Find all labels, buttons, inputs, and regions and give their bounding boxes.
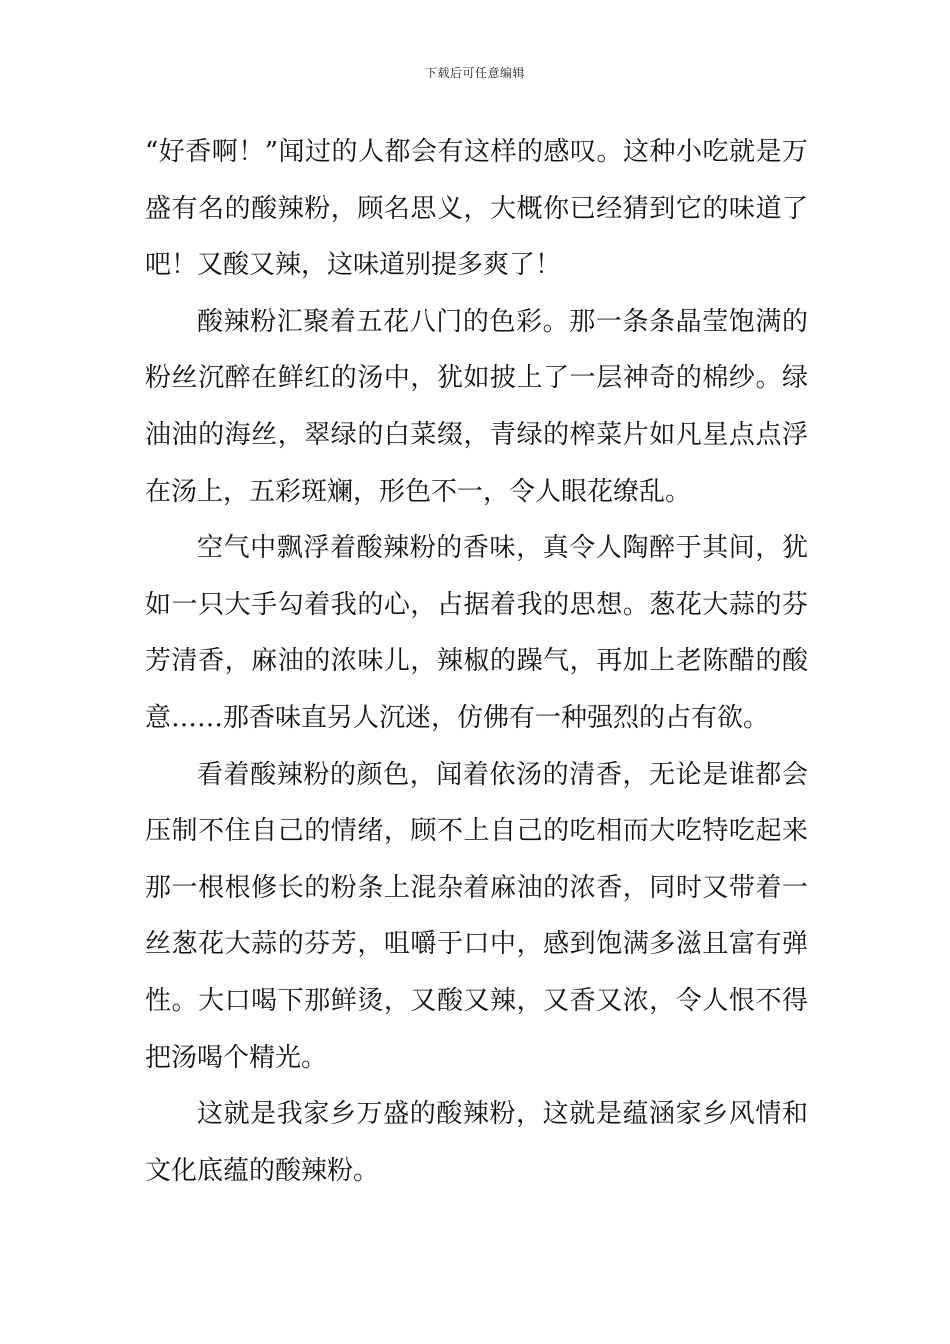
page-header: 下载后可任意编辑: [424, 66, 525, 80]
paragraph-4: 看着酸辣粉的颜色，闻着依汤的清香，无论是谁都会压制不住自己的情绪，顾不上自己的吃相而大吃特吃起来那一根根修长的粉条上混杂着麻油的浓香，同时又带着一丝葱花大蒜的芬芳，咀嚼于口中，感到饱满多滋且富有弹性。大口喝下那鲜烫，又酸又辣，又香又浓，令人恨不得把汤喝个精光。: [145, 759, 808, 1073]
document-body: [145, 124, 808, 1199]
paragraph-5: 这就是我家乡万盛的酸辣粉，这就是蕴涵家乡风情和文化底蕴的酸辣粉。: [145, 1099, 808, 1186]
paragraph-3: 空气中飘浮着酸辣粉的香味，真令人陶醉于其间，犹如一只大手勾着我的心，占据着我的思想。葱花大蒜的芬芳清香，麻油的浓味儿，辣椒的躁气，再加上老陈醋的酸意……那香味直另人沉迷，仿佛有一种强烈的占有欲。: [145, 533, 808, 733]
paragraph-1: “好香啊！”闻过的人都会有这样的感叹。这种小吃就是万盛有名的酸辣粉，顾名思义，大概你已经猜到它的味道了吧！又酸又辣，这味道别提多爽了！: [145, 137, 808, 281]
paragraph-2: 酸辣粉汇聚着五花八门的色彩。那一条条晶莹饱满的粉丝沉醉在鲜红的汤中，犹如披上了一层神奇的棉纱。绿油油的海丝，翠绿的白菜缀，青绿的榨菜片如凡星点点浮在汤上，五彩斑斓，形色不一，令人眼花缭乱。: [145, 306, 808, 507]
